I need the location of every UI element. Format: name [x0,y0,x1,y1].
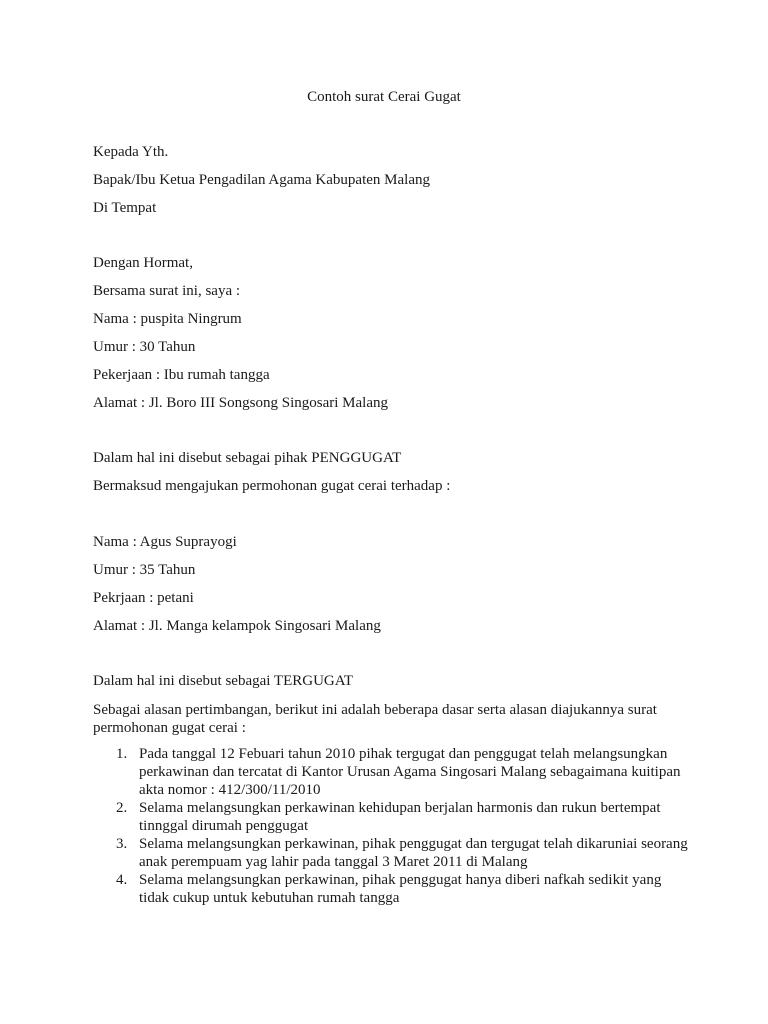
list-item-text: Pada tanggal 12 Febuari tahun 2010 pihak tergugat dan penggugat telah melangsungkan perkawinan dan tercatat di Kantor Urusan Agama Singosari Malang sebagaimana kuitipan akta nomor : 412/300/11/2010 [139,746,681,798]
plaintiff-label: Dalam hal ini disebut sebagai pihak PENGGUGAT [93,450,402,466]
list-item-text: Selama melangsungkan perkawinan, pihak penggugat hanya diberi nafkah sedikit yang tidak cukup untuk kebutuhan rumah tangga [139,872,662,906]
plaintiff-address: Alamat : Jl. Boro III Songsong Singosari Malang [93,395,388,411]
intent-text: Bermaksud mengajukan permohonan gugat cerai terhadap : [93,478,451,494]
defendant-age: Umur : 35 Tahun [93,562,196,578]
list-item [93,799,693,835]
reasons-list [93,745,693,907]
plaintiff-occupation: Pekerjaan : Ibu rumah tangga [93,367,270,383]
defendant-label: Dalam hal ini disebut sebagai TERGUGAT [93,673,354,689]
defendant-address: Alamat : Jl. Manga kelampok Singosari Malang [93,618,381,634]
defendant-occupation: Pekrjaan : petani [93,590,194,606]
recipient-line-1: Kepada Yth. [93,144,169,160]
list-item-text: Selama melangsungkan perkawinan kehidupan berjalan harmonis dan rukun bertempat tinnggal dirumah penggugat [139,800,661,834]
list-item-number: 3. [116,836,128,852]
recipient-line-3: Di Tempat [93,200,157,216]
plaintiff-name: Nama : puspita Ningrum [93,311,242,327]
list-item [93,745,693,799]
reasons-intro: Sebagai alasan pertimbangan, berikut ini adalah beberapa dasar serta alasan diajukannya surat permohonan gugat cerai : [93,702,657,736]
list-item-number: 2. [116,800,128,816]
list-item [93,835,693,871]
intro-text: Bersama surat ini, saya : [93,283,241,299]
defendant-name: Nama : Agus Suprayogi [93,534,237,550]
recipient-line-2: Bapak/Ibu Ketua Pengadilan Agama Kabupaten Malang [93,172,430,188]
list-item-number: 1. [116,746,128,762]
greeting: Dengan Hormat, [93,255,193,271]
list-item-number: 4. [116,872,128,888]
plaintiff-age: Umur : 30 Tahun [93,339,196,355]
document-title: Contoh surat Cerai Gugat [307,89,461,105]
list-item [93,871,693,907]
list-item-text: Selama melangsungkan perkawinan, pihak penggugat dan tergugat telah dikaruniai seorang anak perempuam yag lahir pada tanggal 3 Maret 2011 di Malang [139,836,688,870]
